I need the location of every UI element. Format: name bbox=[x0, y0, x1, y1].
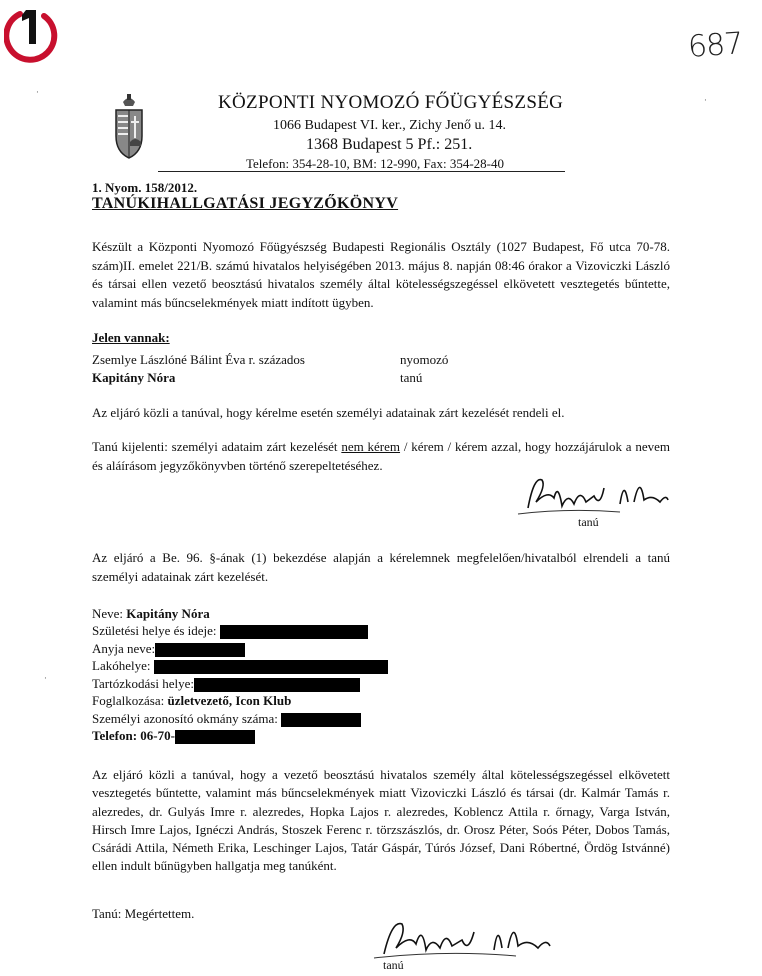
redaction-block bbox=[155, 643, 245, 657]
redaction-block bbox=[154, 660, 388, 674]
redaction-block bbox=[281, 713, 361, 727]
pd-phone-value: 06-70- bbox=[140, 728, 175, 743]
order-paragraph: Az eljáró a Be. 96. §-ának (1) bekezdése alapján a kérelemnek megfelelően/hivatalból elrendeli a tanú személyi adatainak zárt kezelését. bbox=[92, 550, 670, 584]
present-heading: Jelen vannak: bbox=[92, 330, 170, 345]
case-number: 1. Nyom. 158/2012. bbox=[92, 180, 198, 195]
signature-label: tanú bbox=[578, 515, 599, 529]
document-title: TANÚKIHALLGATÁSI JEGYZŐKÖNYV bbox=[92, 195, 399, 212]
pd-id-row bbox=[92, 710, 361, 727]
address-line-1: 1066 Budapest VI. ker., Zichy Jenő u. 14. bbox=[273, 118, 507, 133]
redaction-block bbox=[175, 730, 255, 744]
acknowledgement: Tanú: Megértettem. bbox=[92, 906, 195, 921]
handwritten-page-number: 687 bbox=[686, 26, 744, 65]
pd-mother-label: Anyja neve: bbox=[92, 641, 156, 656]
present-name: Zsemlye Lászlóné Bálint Éva r. százados bbox=[92, 352, 305, 367]
address-line-2: 1368 Budapest 5 Pf.: 251. bbox=[306, 136, 473, 153]
pd-name-label: Neve: bbox=[92, 606, 124, 621]
scan-mark: · bbox=[44, 674, 47, 684]
present-role: nyomozó bbox=[400, 352, 449, 367]
pd-phone-row bbox=[92, 727, 255, 744]
pd-mother-row bbox=[92, 640, 245, 657]
declaration-selected-option: nem kérem bbox=[341, 439, 401, 454]
pd-stay-row bbox=[92, 675, 360, 692]
pd-occupation-value: üzletvezető, Icon Klub bbox=[167, 693, 292, 708]
declaration-prefix: Tanú kijelenti: személyi adataim zárt kezelését bbox=[92, 439, 342, 454]
redaction-block bbox=[220, 625, 368, 639]
pd-stay-label: Tartózkodási helye: bbox=[92, 676, 194, 691]
scan-mark: · bbox=[36, 88, 39, 98]
contact-line: Telefon: 354-28-10, BM: 12-990, Fax: 354-28-40 bbox=[246, 156, 504, 171]
declaration-suffix: / kérem / kérem azzal, hogy hozzájárulok a nevem és aláírásom jegyzőkönyvben történő szerepeltetéséhez. bbox=[92, 439, 670, 473]
scan-mark: · bbox=[704, 96, 707, 106]
final-paragraph: Az eljáró közli a tanúval, hogy a vezető beosztású hivatalos személy által kötelességszegéssel elkövetett vesztegetés bűntette, valamint más bűncselekmények miatt Vizoviczki László és társai (dr. Kalmár Tamás r. alezredes, dr. Gulyás Imre r. alezredes, Hopka Lajos r. alezredes, Koblencz Attila r. őrnagy, Varga István, Hirsch Imre Lajos, Ignéczi András, Stoszek Ferenc r. törzszászlós, dr. Orosz Péter, Soós Péter, Dobos Tamás, Csárádi Attila, Németh Erika, Leschinger Lajos, Tatár Gáspár, Túrós József, Dani Róbertné, Ördög Istvánné) ellen indult bűnügyben hallgatja meg tanúként. bbox=[92, 767, 670, 874]
pd-occupation-label: Foglalkozása: bbox=[92, 693, 165, 708]
redaction-block bbox=[194, 678, 360, 692]
present-role: tanú bbox=[400, 370, 423, 385]
pd-name-row bbox=[92, 605, 210, 622]
pd-birth-label: Születési helye és ideje: bbox=[92, 623, 217, 638]
present-name: Kapitány Nóra bbox=[92, 370, 176, 385]
hungarian-coat-of-arms-icon bbox=[108, 92, 150, 160]
pd-residence-row bbox=[92, 657, 388, 674]
site-logo bbox=[4, 4, 62, 64]
notice-paragraph: Az eljáró közli a tanúval, hogy kérelme esetén személyi adatainak zárt kezelését rendeli el. bbox=[92, 405, 565, 420]
pd-id-label: Személyi azonosító okmány száma: bbox=[92, 711, 278, 726]
pd-occupation-row bbox=[92, 692, 291, 709]
header-divider bbox=[158, 171, 565, 172]
signature-label: tanú bbox=[383, 958, 404, 972]
intro-paragraph: Készült a Központi Nyomozó Főügyészség Budapesti Regionális Osztály (1027 Budapest, Fő utca 70-78. szám)II. emelet 221/B. számú hivatalos helyiségében 2013. május 8. napján 08:46 órakor a Vizoviczki László és társai ellen vezető beosztású hivatalos személy által kötelességszegéssel elkövetett vesztegetés bűntette, valamint más bűncselekmények miatt indított ügyben. bbox=[92, 239, 670, 310]
pd-birth-row bbox=[92, 622, 368, 639]
pd-name-value: Kapitány Nóra bbox=[126, 606, 210, 621]
org-name: KÖZPONTI NYOMOZÓ FŐÜGYÉSZSÉG bbox=[218, 92, 564, 113]
pd-residence-label: Lakóhelye: bbox=[92, 658, 151, 673]
pd-phone-label: Telefon: bbox=[92, 728, 138, 743]
